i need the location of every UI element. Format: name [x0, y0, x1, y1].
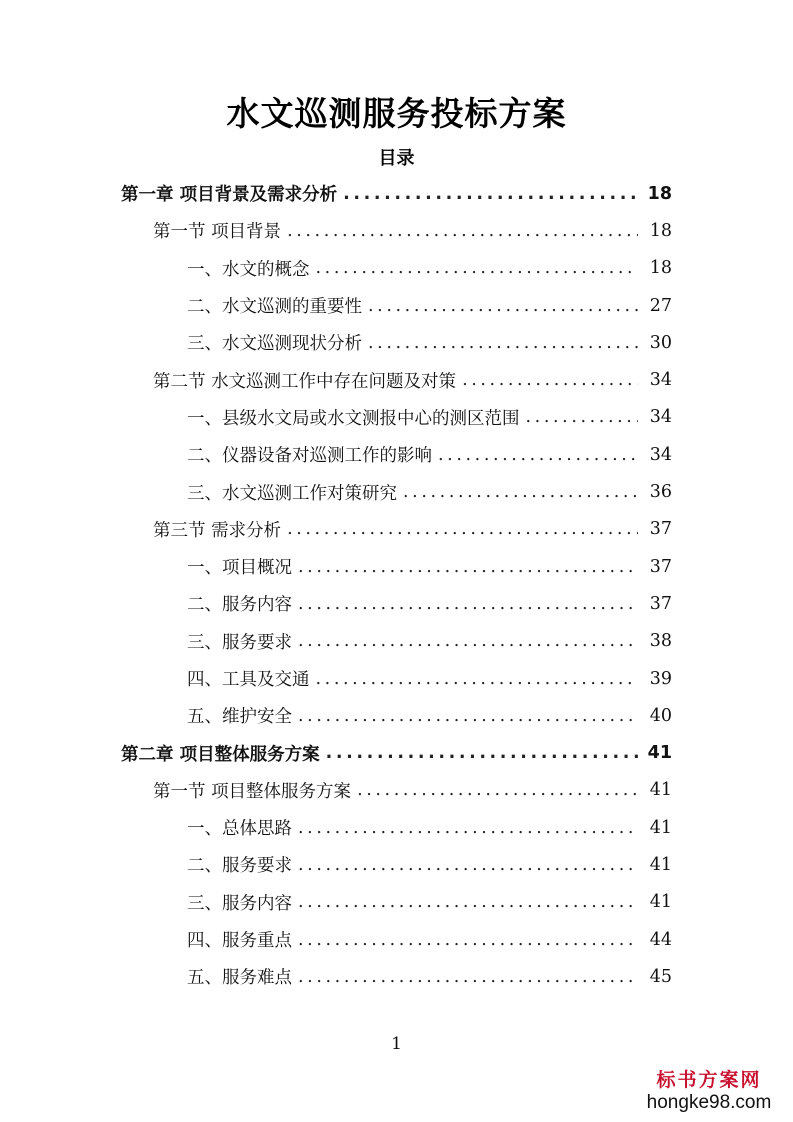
toc-entry-page: 38: [649, 631, 672, 652]
toc-entry-title: 第三节 需求分析: [153, 520, 282, 541]
toc-entry-title: 五、服务难点: [187, 968, 292, 989]
page-number: 1: [391, 1034, 402, 1054]
toc-dot-leader: [298, 631, 638, 651]
document-title: 水文巡测服务投标方案: [226, 94, 567, 133]
toc-dot-leader: [403, 482, 638, 502]
toc-dot-leader: [316, 669, 639, 689]
toc-subsection-entry[interactable]: [0, 884, 793, 921]
toc-subsection-entry[interactable]: [0, 660, 793, 697]
toc-subsection-entry[interactable]: [0, 958, 793, 995]
toc-entry-title: 第一节 项目背景: [153, 222, 282, 243]
toc-dot-leader: [287, 519, 638, 539]
toc-entry-title: 一、县级水文局或水文测报中心的测区范围: [187, 408, 520, 429]
toc-chapter-entry[interactable]: [0, 734, 793, 771]
toc-section-entry[interactable]: [0, 361, 793, 398]
toc-entry-title: 二、服务要求: [187, 856, 292, 877]
toc-entry-page: 45: [649, 966, 672, 987]
toc-entry-title: 五、维护安全: [187, 707, 292, 728]
toc-entry-page: 34: [649, 370, 672, 391]
toc-dot-leader: [357, 780, 638, 800]
toc-dot-leader: [298, 594, 638, 614]
toc-dot-leader: [526, 407, 639, 427]
toc-entry-title: 三、服务要求: [187, 632, 292, 653]
toc-entry-page: 18: [649, 220, 672, 241]
toc-entry-title: 四、服务重点: [187, 931, 292, 952]
toc-entry-page: 39: [649, 668, 672, 689]
toc-entry-title: 四、工具及交通: [187, 670, 310, 690]
toc-subsection-entry[interactable]: [0, 809, 793, 846]
toc-entry-title: 一、项目概况: [187, 558, 292, 579]
toc-subsection-entry[interactable]: [0, 697, 793, 734]
toc-entry-title: 三、服务内容: [187, 893, 292, 914]
watermark-site-name: 标书方案网: [656, 1069, 762, 1091]
toc-entry-page: 34: [649, 444, 672, 465]
toc-entry-title: 一、总体思路: [187, 819, 292, 840]
toc-entry-page: 34: [649, 407, 672, 428]
toc-entry-title: 第二章 项目整体服务方案: [121, 744, 320, 765]
toc-subsection-entry[interactable]: [0, 846, 793, 883]
toc-entry-title: 二、水文巡测的重要性: [187, 297, 362, 318]
toc-entry-page: 27: [649, 295, 672, 316]
toc-entry-title: 三、水文巡测现状分析: [187, 334, 362, 355]
toc-entry-page: 30: [649, 332, 672, 353]
toc-entry-page: 18: [649, 258, 672, 279]
toc-dot-leader: [326, 743, 638, 763]
toc-entry-title: 二、仪器设备对巡测工作的影响: [187, 446, 432, 467]
toc-subsection-entry[interactable]: [0, 324, 793, 361]
toc-dot-leader: [298, 967, 638, 987]
toc-entry-page: 18: [647, 183, 672, 204]
toc-subsection-entry[interactable]: [0, 399, 793, 436]
toc-dot-leader: [298, 892, 638, 912]
toc-dot-leader: [298, 557, 638, 577]
toc-section-entry[interactable]: [0, 511, 793, 548]
toc-entry-page: 41: [649, 817, 672, 838]
watermark: [639, 1068, 779, 1114]
toc-entry-page: 37: [649, 593, 672, 614]
toc-dot-leader: [316, 258, 639, 278]
toc-subsection-entry[interactable]: [0, 250, 793, 287]
toc-entry-page: 37: [649, 556, 672, 577]
toc-entry-title: 第一章 项目背景及需求分析: [121, 185, 338, 206]
toc-subsection-entry[interactable]: [0, 436, 793, 473]
toc-entry-title: 二、服务内容: [187, 595, 292, 616]
toc-dot-leader: [298, 855, 638, 875]
toc-dot-leader: [462, 370, 638, 390]
toc-dot-leader: [298, 818, 638, 838]
toc-entry-title: 第二节 水文巡测工作中存在问题及对策: [153, 371, 457, 392]
toc-dot-leader: [368, 333, 638, 353]
toc-dot-leader: [438, 445, 638, 465]
toc-entry-page: 41: [649, 892, 672, 913]
toc-subsection-entry[interactable]: [0, 585, 793, 622]
toc-entry-page: 36: [649, 482, 672, 503]
toc-subsection-entry[interactable]: [0, 473, 793, 510]
toc-dot-leader: [298, 706, 638, 726]
toc-entry-page: 44: [649, 929, 672, 950]
toc-entry-title: 一、水文的概念: [187, 259, 310, 280]
toc-entry-title: 第一节 项目整体服务方案: [153, 781, 352, 802]
toc-entry-page: 40: [649, 705, 672, 726]
toc-subsection-entry[interactable]: [0, 921, 793, 958]
toc-subsection-entry[interactable]: [0, 623, 793, 660]
toc-entry-page: 37: [649, 519, 672, 540]
table-of-contents: [0, 175, 793, 996]
toc-dot-leader: [298, 930, 638, 950]
toc-entry-page: 41: [649, 780, 672, 801]
toc-dot-leader: [287, 221, 638, 241]
toc-heading: 目录: [378, 148, 415, 169]
toc-entry-page: 41: [647, 743, 672, 764]
toc-dot-leader: [343, 184, 638, 204]
toc-chapter-entry[interactable]: [0, 175, 793, 212]
toc-dot-leader: [368, 296, 638, 316]
toc-entry-title: 三、水文巡测工作对策研究: [187, 483, 397, 504]
toc-section-entry[interactable]: [0, 772, 793, 809]
watermark-url: hongke98.com: [646, 1092, 772, 1113]
toc-entry-page: 41: [649, 854, 672, 875]
toc-subsection-entry[interactable]: [0, 287, 793, 324]
toc-section-entry[interactable]: [0, 212, 793, 249]
toc-subsection-entry[interactable]: [0, 548, 793, 585]
